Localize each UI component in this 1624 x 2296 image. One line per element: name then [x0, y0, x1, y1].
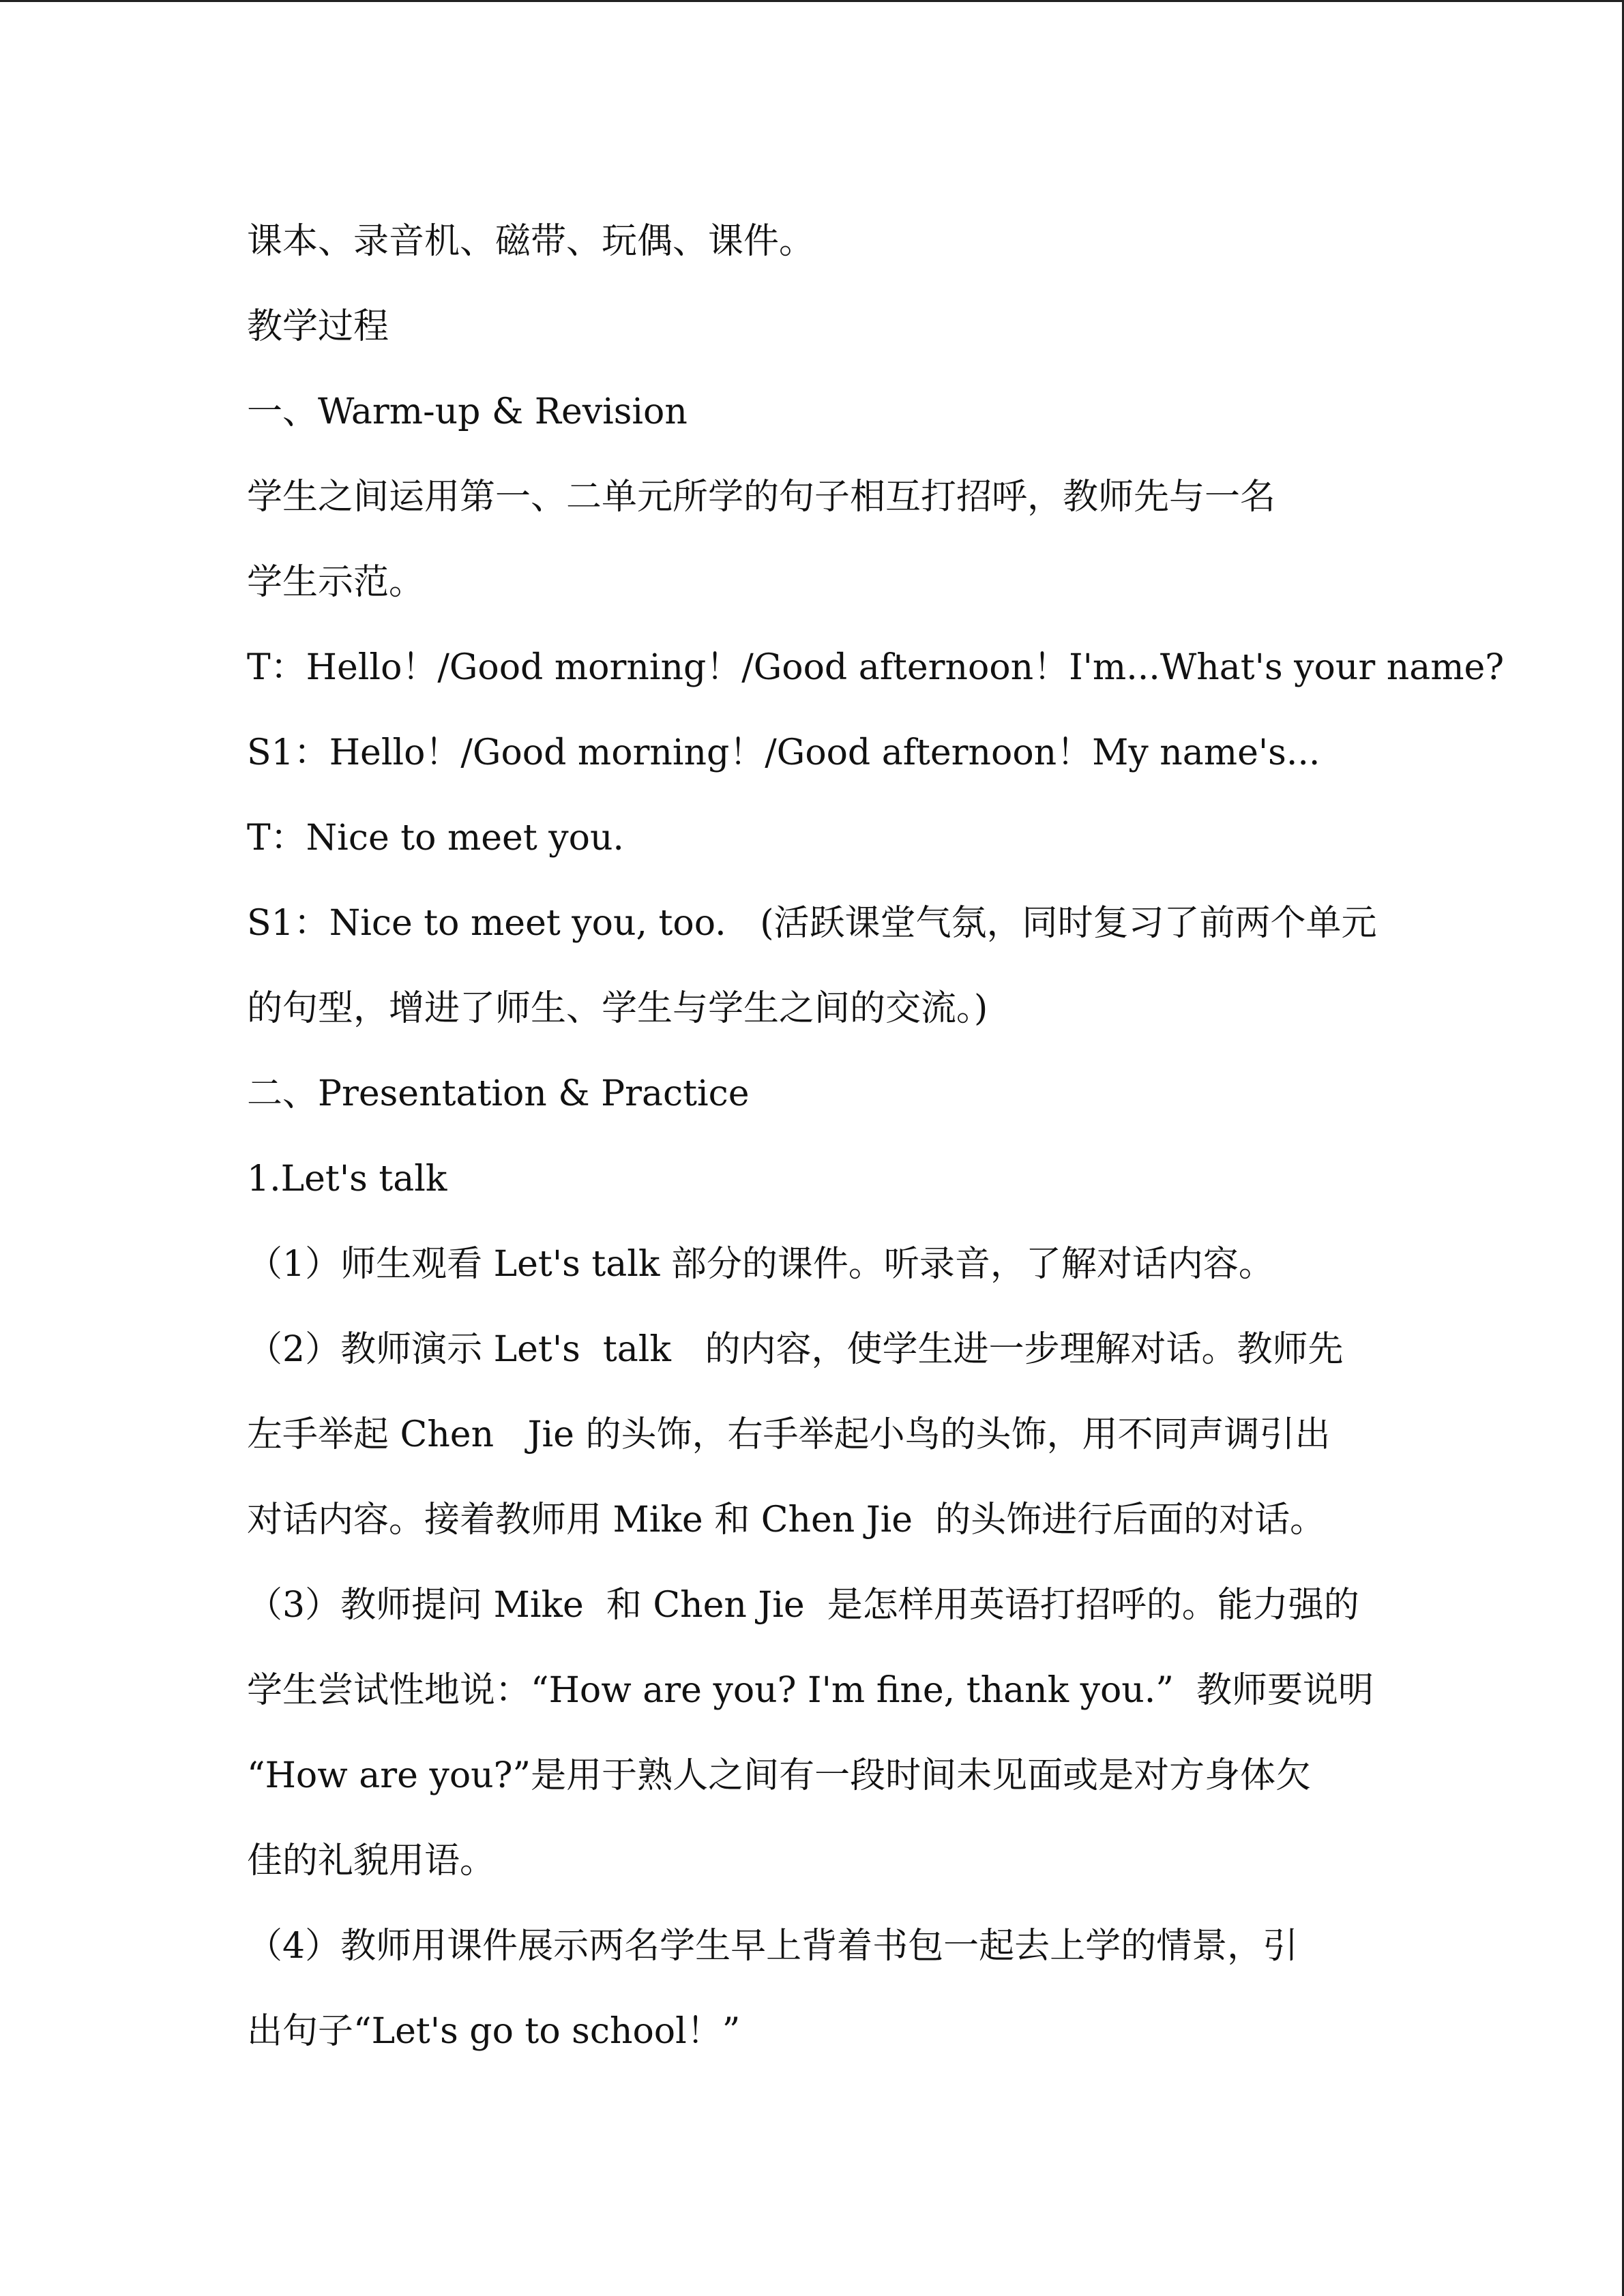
section-heading-teaching-process: 教学过程	[247, 306, 389, 347]
paragraph-line: 佳的礼貌用语。	[247, 1840, 496, 1881]
paragraph-line: 对话内容。接着教师用 Mike 和 Chen Jie 的头饰进行后面的对话。	[247, 1500, 1326, 1540]
paragraph-line: 的句型，增进了师生、学生与学生之间的交流。)	[247, 988, 988, 1029]
paragraph-line: 学生示范。	[247, 562, 425, 603]
step-item: （1）师生观看 Let's talk 部分的课件。听录音，了解对话内容。	[247, 1244, 1274, 1285]
subsection-heading-lets-talk: 1.Let's talk	[247, 1159, 447, 1199]
paragraph-line: 出句子“Let's go to school！”	[247, 2011, 741, 2052]
document-body	[247, 199, 1505, 2074]
dialogue-line: T：Hello！/Good morning！/Good afternoon！I'm...What's your name?	[247, 647, 1505, 688]
dialogue-line: S1：Nice to meet you, too. (活跃课堂气氛，同时复习了前两个单元	[247, 903, 1377, 944]
paragraph-line: “How are you?”是用于熟人之间有一段时间未见面或是对方身体欠	[247, 1755, 1312, 1796]
step-item: （4）教师用课件展示两名学生早上背着书包一起去上学的情景，引	[247, 1926, 1299, 1967]
paragraph-line: 左手举起 Chen Jie 的头饰，右手举起小鸟的头饰，用不同声调引出	[247, 1414, 1331, 1455]
step-item: （2）教师演示 Let's talk 的内容，使学生进一步理解对话。教师先	[247, 1329, 1344, 1370]
dialogue-line: T：Nice to meet you.	[247, 818, 624, 859]
paragraph-line: 学生尝试性地说：“How are you? I'm fine, thank you.” 教师要说明	[247, 1670, 1374, 1711]
section-heading-warm-up: 一、Warm-up & Revision	[247, 391, 688, 432]
section-heading-presentation: 二、Presentation & Practice	[247, 1073, 750, 1114]
page-top-border	[0, 0, 1624, 2]
step-item: （3）教师提问 Mike 和 Chen Jie 是怎样用英语打招呼的。能力强的	[247, 1585, 1359, 1626]
paragraph-line: 学生之间运用第一、二单元所学的句子相互打招呼，教师先与一名	[247, 477, 1276, 518]
materials-line: 课本、录音机、磁带、玩偶、课件。	[247, 221, 815, 262]
dialogue-line: S1：Hello！/Good morning！/Good afternoon！My name's...	[247, 732, 1320, 773]
